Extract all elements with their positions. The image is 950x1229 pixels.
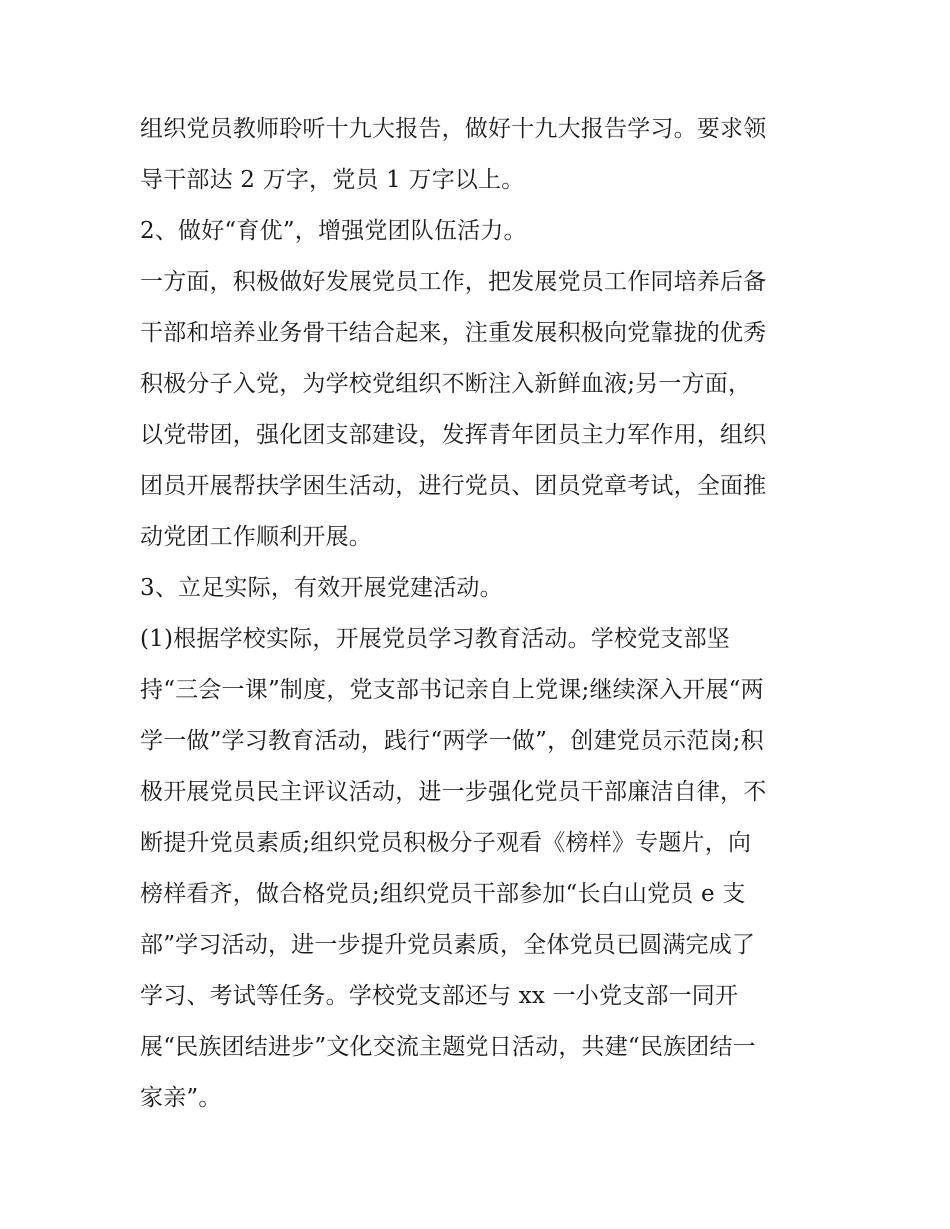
text-line: 极开展党员民主评议活动，进一步强化党员干部廉洁自律，不: [140, 779, 767, 805]
text-line: 断提升党员素质;组织党员积极分子观看《榜样》专题片，向: [140, 830, 752, 856]
text-line: 部”学习活动，进一步提升党员素质，全体党员已圆满完成了: [140, 932, 756, 958]
text-line: 家亲”。: [140, 1085, 222, 1111]
text-line: 干部和培养业务骨干结合起来，注重发展积极向党靠拢的优秀: [140, 320, 767, 346]
text-line: 持“三会一课”制度，党支部书记亲自上党课;继续深入开展“两: [140, 677, 764, 703]
text-line: 展“民族团结进步”文化交流主题党日活动，共建“民族团结一: [140, 1034, 756, 1060]
text-line: 积极分子入党，为学校党组织不断注入新鲜血液;另一方面，: [140, 371, 752, 397]
document-body: [140, 104, 820, 1124]
text-line: 动党团工作顺利开展。: [140, 524, 372, 550]
text-line: 组织党员教师聆听十九大报告，做好十九大报告学习。要求领: [140, 116, 767, 142]
text-line: 团员开展帮扶学困生活动，进行党员、团员党章考试，全面推: [140, 473, 767, 499]
text-line: 学习、考试等任务。学校党支部还与 xx 一小党支部一同开: [140, 983, 739, 1009]
text-line: 以党带团，强化团支部建设，发挥青年团员主力军作用，组织: [140, 422, 767, 448]
text-line: 导干部达 2 万字，党员 1 万字以上。: [140, 167, 525, 193]
text-line: (1)根据学校实际，开展党员学习教育活动。学校党支部坚: [140, 626, 730, 652]
section-heading: 2、做好“育优”，增强党团队伍活力。: [140, 218, 527, 244]
text-line: 学一做”学习教育活动，践行“两学一做”，创建党员示范岗;积: [140, 728, 764, 754]
text-line: 一方面，积极做好发展党员工作，把发展党员工作同培养后备: [140, 269, 767, 295]
section-heading: 3、立足实际，有效开展党建活动。: [140, 575, 503, 601]
text-line: 榜样看齐，做合格党员;组织党员干部参加“长白山党员 e 支: [140, 881, 746, 907]
